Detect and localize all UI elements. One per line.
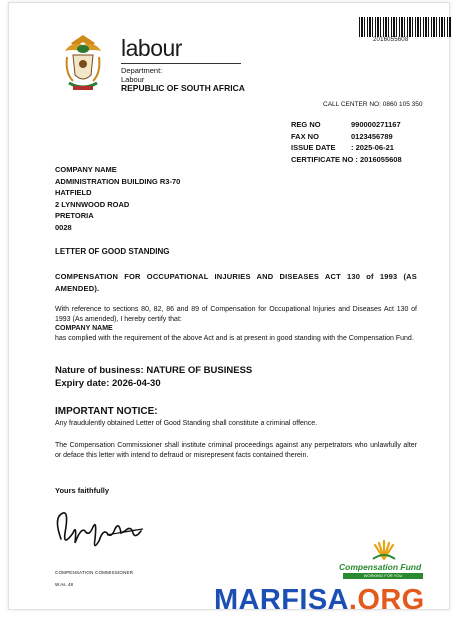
notice-heading: IMPORTANT NOTICE: — [55, 406, 158, 417]
certified-company: COMPANY NAME — [55, 325, 113, 332]
ref-value: 0123456789 — [351, 131, 393, 141]
address-line: PRETORIA — [55, 211, 94, 220]
call-center: CALL CENTER NO: 0860 105 350 — [323, 101, 423, 108]
business-details — [55, 364, 252, 390]
address-line: COMPANY NAME — [55, 165, 117, 174]
address-line: ADMINISTRATION BUILDING R3-70 — [55, 176, 181, 186]
address-line: HATFIELD — [55, 188, 92, 197]
address-line: 2 LYNNWOOD ROAD — [55, 199, 130, 209]
barcode-number: 2016055608 — [373, 37, 409, 43]
watermark-part-1: MARFISA — [214, 584, 349, 616]
watermark-part-2: .ORG — [348, 584, 425, 616]
dept-line-2: Labour — [121, 74, 145, 84]
ref-row — [291, 142, 402, 154]
form-reference: W.As. 48 — [55, 582, 74, 587]
ref-value: 990000271167 — [351, 120, 401, 129]
intro-text: With reference to sections 80, 82, 86 and 89 of Compensation for Occupational Injuries and Diseases Act 130 of 1993 (As amended), I hereby certify that: — [55, 306, 417, 323]
ref-value: : 2025-06-21 — [351, 143, 394, 152]
nature-of-business: Nature of business: NATURE OF BUSINESS — [55, 365, 253, 376]
compliance-text: has complied with the requirement of the above Act and is at present in good standing with the Compensation Fund. — [55, 334, 414, 342]
dept-line-3: REPUBLIC OF SOUTH AFRICA — [121, 83, 245, 93]
signatory-title: COMPENSATION COMMISSIONER — [55, 570, 134, 575]
compensation-fund-name: Compensation Fund — [339, 562, 422, 572]
reference-block — [291, 119, 402, 165]
letter-title: LETTER OF GOOD STANDING — [55, 247, 170, 256]
ref-label: ISSUE DATE — [291, 143, 336, 152]
letter-page — [8, 2, 450, 610]
compensation-fund-sun-icon — [369, 537, 399, 561]
watermark — [214, 584, 425, 617]
notice-line-2: The Compensation Commissioner shall institute criminal proceedings against any perpetrators who unlawfully alter or deface this letter with intend to defraud or misrepresent facts contained therein. — [55, 442, 417, 459]
act-title: COMPENSATION FOR OCCUPATIONAL INJURIES AND DISEASES ACT 130 of 1993 (AS AMENDED). — [55, 272, 417, 293]
ref-row — [291, 154, 402, 166]
labour-wordmark: labour — [121, 35, 182, 61]
barcode — [359, 17, 451, 37]
ref-row — [291, 131, 402, 143]
dept-line-1: Department: — [121, 66, 163, 75]
signature — [47, 503, 157, 555]
compensation-fund-tagline: WORKING FOR YOU — [343, 573, 423, 579]
header-rule — [121, 63, 241, 64]
ref-value: : 2016055608 — [355, 154, 402, 164]
ref-row — [291, 119, 402, 131]
coat-of-arms-icon — [61, 33, 105, 93]
expiry-date: Expiry date: 2026-04-30 — [55, 378, 161, 389]
recipient-address — [55, 164, 180, 233]
certification-text — [55, 305, 417, 343]
address-line: 0028 — [55, 222, 72, 232]
ref-label: FAX NO — [291, 131, 319, 141]
ref-label: CERTIFICATE NO — [291, 154, 354, 164]
notice-line-1: Any fraudulently obtained Letter of Good Standing shall constitute a criminal offence. — [55, 420, 318, 427]
closing: Yours faithfully — [55, 486, 110, 495]
ref-label: REG NO — [291, 120, 321, 129]
department-block — [121, 67, 245, 93]
